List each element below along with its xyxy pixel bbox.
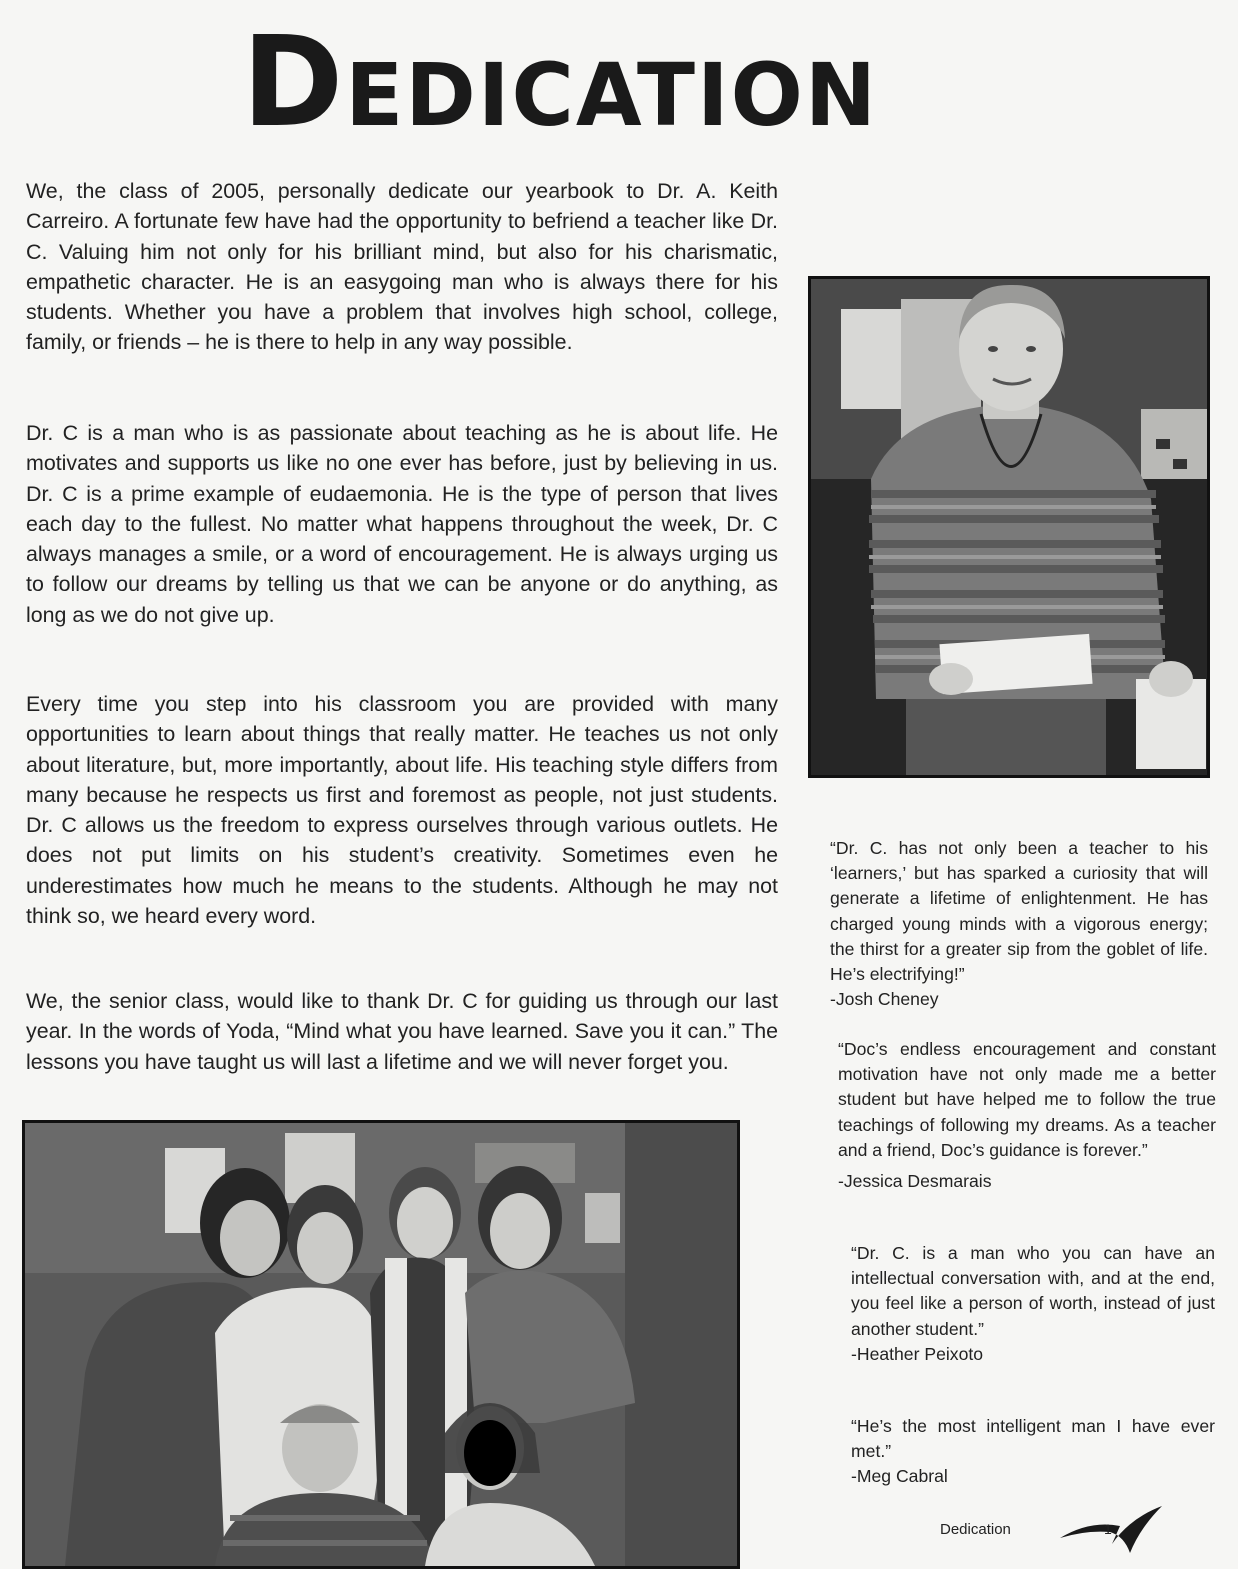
page-number: 1: [1104, 1521, 1112, 1537]
paragraph-3: Every time you step into his classroom you are provided with many opportunities to learn about things that really matter. He teaches us not only about literature, but, more importantly, about life. His teaching style differs from many because he respects us first and foremost as people, not just students. Dr. C allows us the freedom to express ourselves through various outlets. He does not put limits on his student’s creativity. Sometimes even he underestimates how much he means to the students. Although he may not think so, we heard every word.: [26, 692, 778, 929]
quote-text: “Dr. C. has not only been a teacher to his ‘learners,’ but has sparked a curiosity that will generate a lifetime of enlightenment. He has charged young minds with a vigorous energy; the thirst for a greater sip from the goblet of life. He’s electrifying!”: [830, 838, 1208, 985]
quote-text: “Doc’s endless encouragement and constant motivation have not only made me a better student but have helped me to follow the true teachings of following my dreams. As a teacher and a friend, Doc’s guidance is forever.”: [838, 1039, 1216, 1160]
quote-josh-cheney: [830, 836, 1208, 1012]
quote-text: “He’s the most intelligent man I have ever met.”: [851, 1416, 1215, 1462]
quote-meg-cabral: [851, 1414, 1215, 1490]
quote-author: -Meg Cabral: [851, 1466, 948, 1487]
quote-author: -Jessica Desmarais: [838, 1171, 992, 1192]
page-title: Dedication: [241, 9, 879, 155]
paragraph-4: We, the senior class, would like to thank Dr. C for guiding us through our last year. In the words of Yoda, “Mind what you have learned. Save you it can.” The lessons you have taught us will last a lifetime and we will never forget you.: [26, 989, 778, 1074]
quote-author: -Heather Peixoto: [851, 1343, 984, 1364]
footer-section-label: Dedication: [940, 1521, 1011, 1538]
teacher-portrait-drawing: [811, 279, 1207, 775]
teacher-portrait-photo: [808, 276, 1210, 778]
paragraph-2: Dr. C is a man who is as passionate about teaching as he is about life. He motivates and supports us like no one ever has before, just by believing in us. Dr. C is a prime example of eudaemonia. He is the type of person that lives each day to the fullest. No matter what happens throughout the week, Dr. C always manages a smile, or a word of encouragement. He is always urging us to follow our dreams by telling us that we can be anyone or do anything, as long as we do not give up.: [26, 421, 778, 627]
quote-heather-peixoto: [851, 1241, 1215, 1367]
paragraph-1: We, the class of 2005, personally dedicate our yearbook to Dr. A. Keith Carreiro. A fortunate few have had the opportunity to befriend a teacher like Dr. C. Valuing him not only for his brilliant mind, but also for his charismatic, empathetic character. He is an easygoing man who is always there for his students. Whether you have a problem that involves high school, college, family, or friends – he is there to help in any way possible.: [26, 179, 778, 355]
quote-jessica-desmarais: [838, 1037, 1216, 1194]
quote-text: “Dr. C. is a man who you can have an intellectual conversation with, and at the end, you feel like a person of worth, instead of just another student.”: [851, 1243, 1215, 1339]
group-photo-drawing: [25, 1123, 737, 1566]
quote-author: -Josh Cheney: [830, 989, 939, 1010]
group-photo: [22, 1120, 740, 1569]
